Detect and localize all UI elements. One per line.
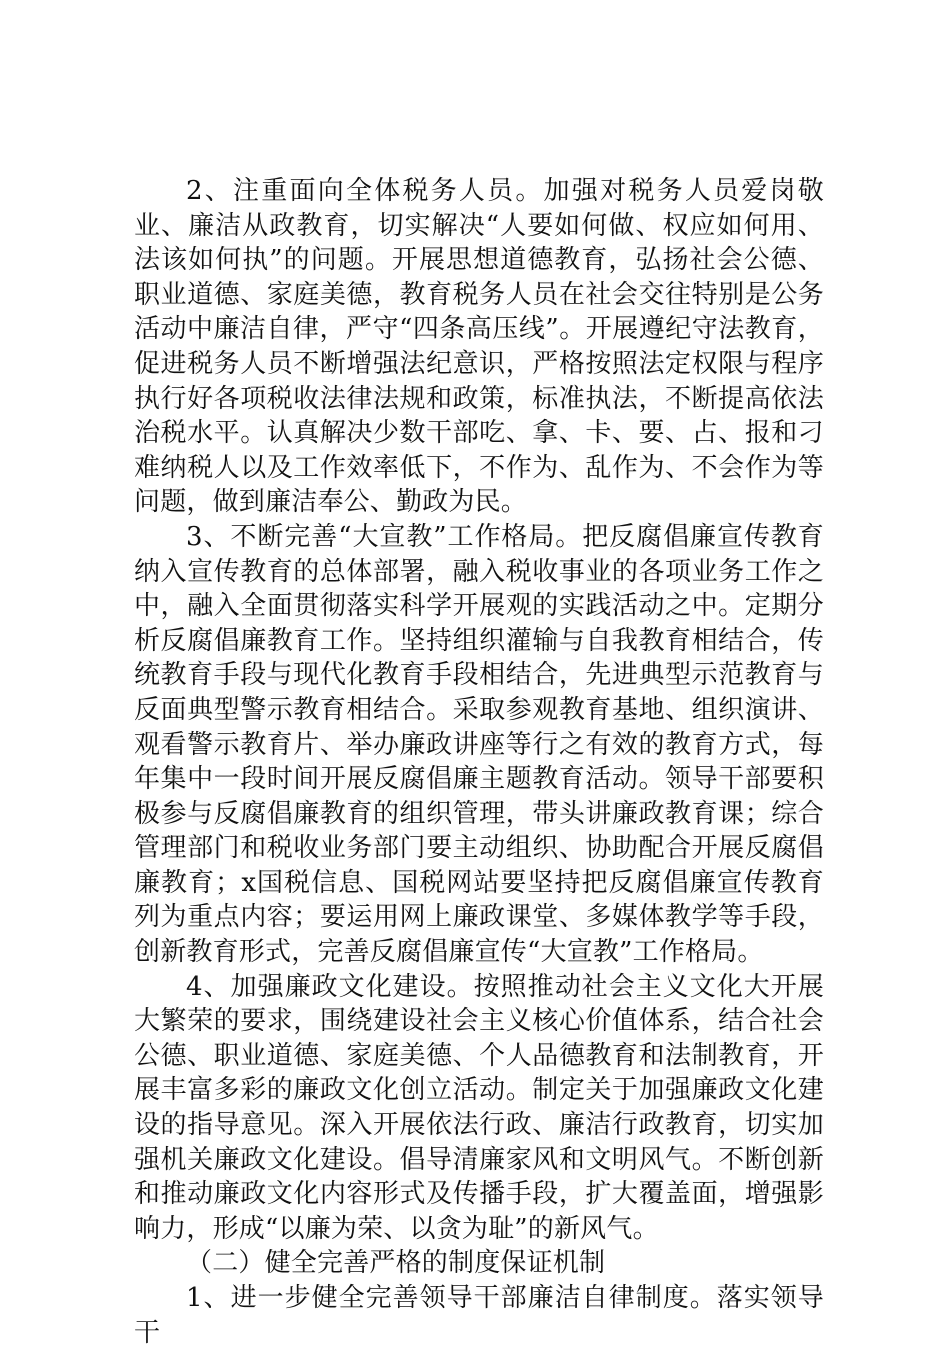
- section-heading: （二）健全完善严格的制度保证机制: [186, 1248, 606, 1279]
- paragraph-3-publicity-education: 3、不断完善“大宣教”工作格局。把反腐倡廉宣传教育纳入宣传教育的总体部署，融入税收事业的各项业务工作之中，融入全面贯彻落实科学开展观的实践活动之中。定期分析反腐倡廉教育工作。坚持组织灌输与自我教育相结合，传统教育手段与现代化教育手段相结合，先进典型示范教育与反面典型警示教育相结合。采取参观教育基地、组织演讲、观看警示教育片、举办廉政讲座等行之有效的教育方式，每年集中一段时间开展反腐倡廉主题教育活动。领导干部要积极参与反腐倡廉教育的组织管理，带头讲廉政教育课；综合管理部门和税收业务部门要主动组织、协助配合开展反腐倡廉教育；x国税信息、国税网站要坚持把反腐倡廉宣传教育列为重点内容；要运用网上廉政课堂、多媒体教学等手段，创新教育形式，完善反腐倡廉宣传“大宣教”工作格局。: [134, 521, 824, 968]
- paragraph-2-tax-staff: 2、注重面向全体税务人员。加强对税务人员爱岗敬业、廉洁从政教育，切实解决“人要如何做、权应如何用、法该如何执”的问题。开展思想道德教育，弘扬社会公德、职业道德、家庭美德，教育税务人员在社会交往特别是公务活动中廉洁自律，严守“四条高压线”。开展遵纪守法教育，促进税务人员不断增强法纪意识，严格按照法定权限与程序执行好各项税收法律法规和政策，标准执法，不断提高依法治税水平。认真解决少数干部吃、拿、卡、要、占、报和刁难纳税人以及工作效率低下，不作为、乱作为、不会作为等问题，做到廉洁奉公、勤政为民。: [134, 176, 824, 518]
- document-body: [134, 174, 824, 1350]
- paragraph-4-integrity-culture: 4、加强廉政文化建设。按照推动社会主义文化大开展大繁荣的要求，围绕建设社会主义核心价值体系，结合社会公德、职业道德、家庭美德、个人品德教育和法制教育，开展丰富多彩的廉政文化创立活动。制定关于加强廉政文化建设的指导意见。深入开展依法行政、廉洁行政教育，切实加强机关廉政文化建设。倡导清廉家风和文明风气。不断创新和推动廉政文化内容形式及传播手段，扩大覆盖面，增强影响力，形成“以廉为荣、以贪为耻”的新风气。: [134, 971, 824, 1244]
- paragraph-1-leader-self-discipline: 1、进一步健全完善领导干部廉洁自律制度。落实领导干: [134, 1283, 824, 1348]
